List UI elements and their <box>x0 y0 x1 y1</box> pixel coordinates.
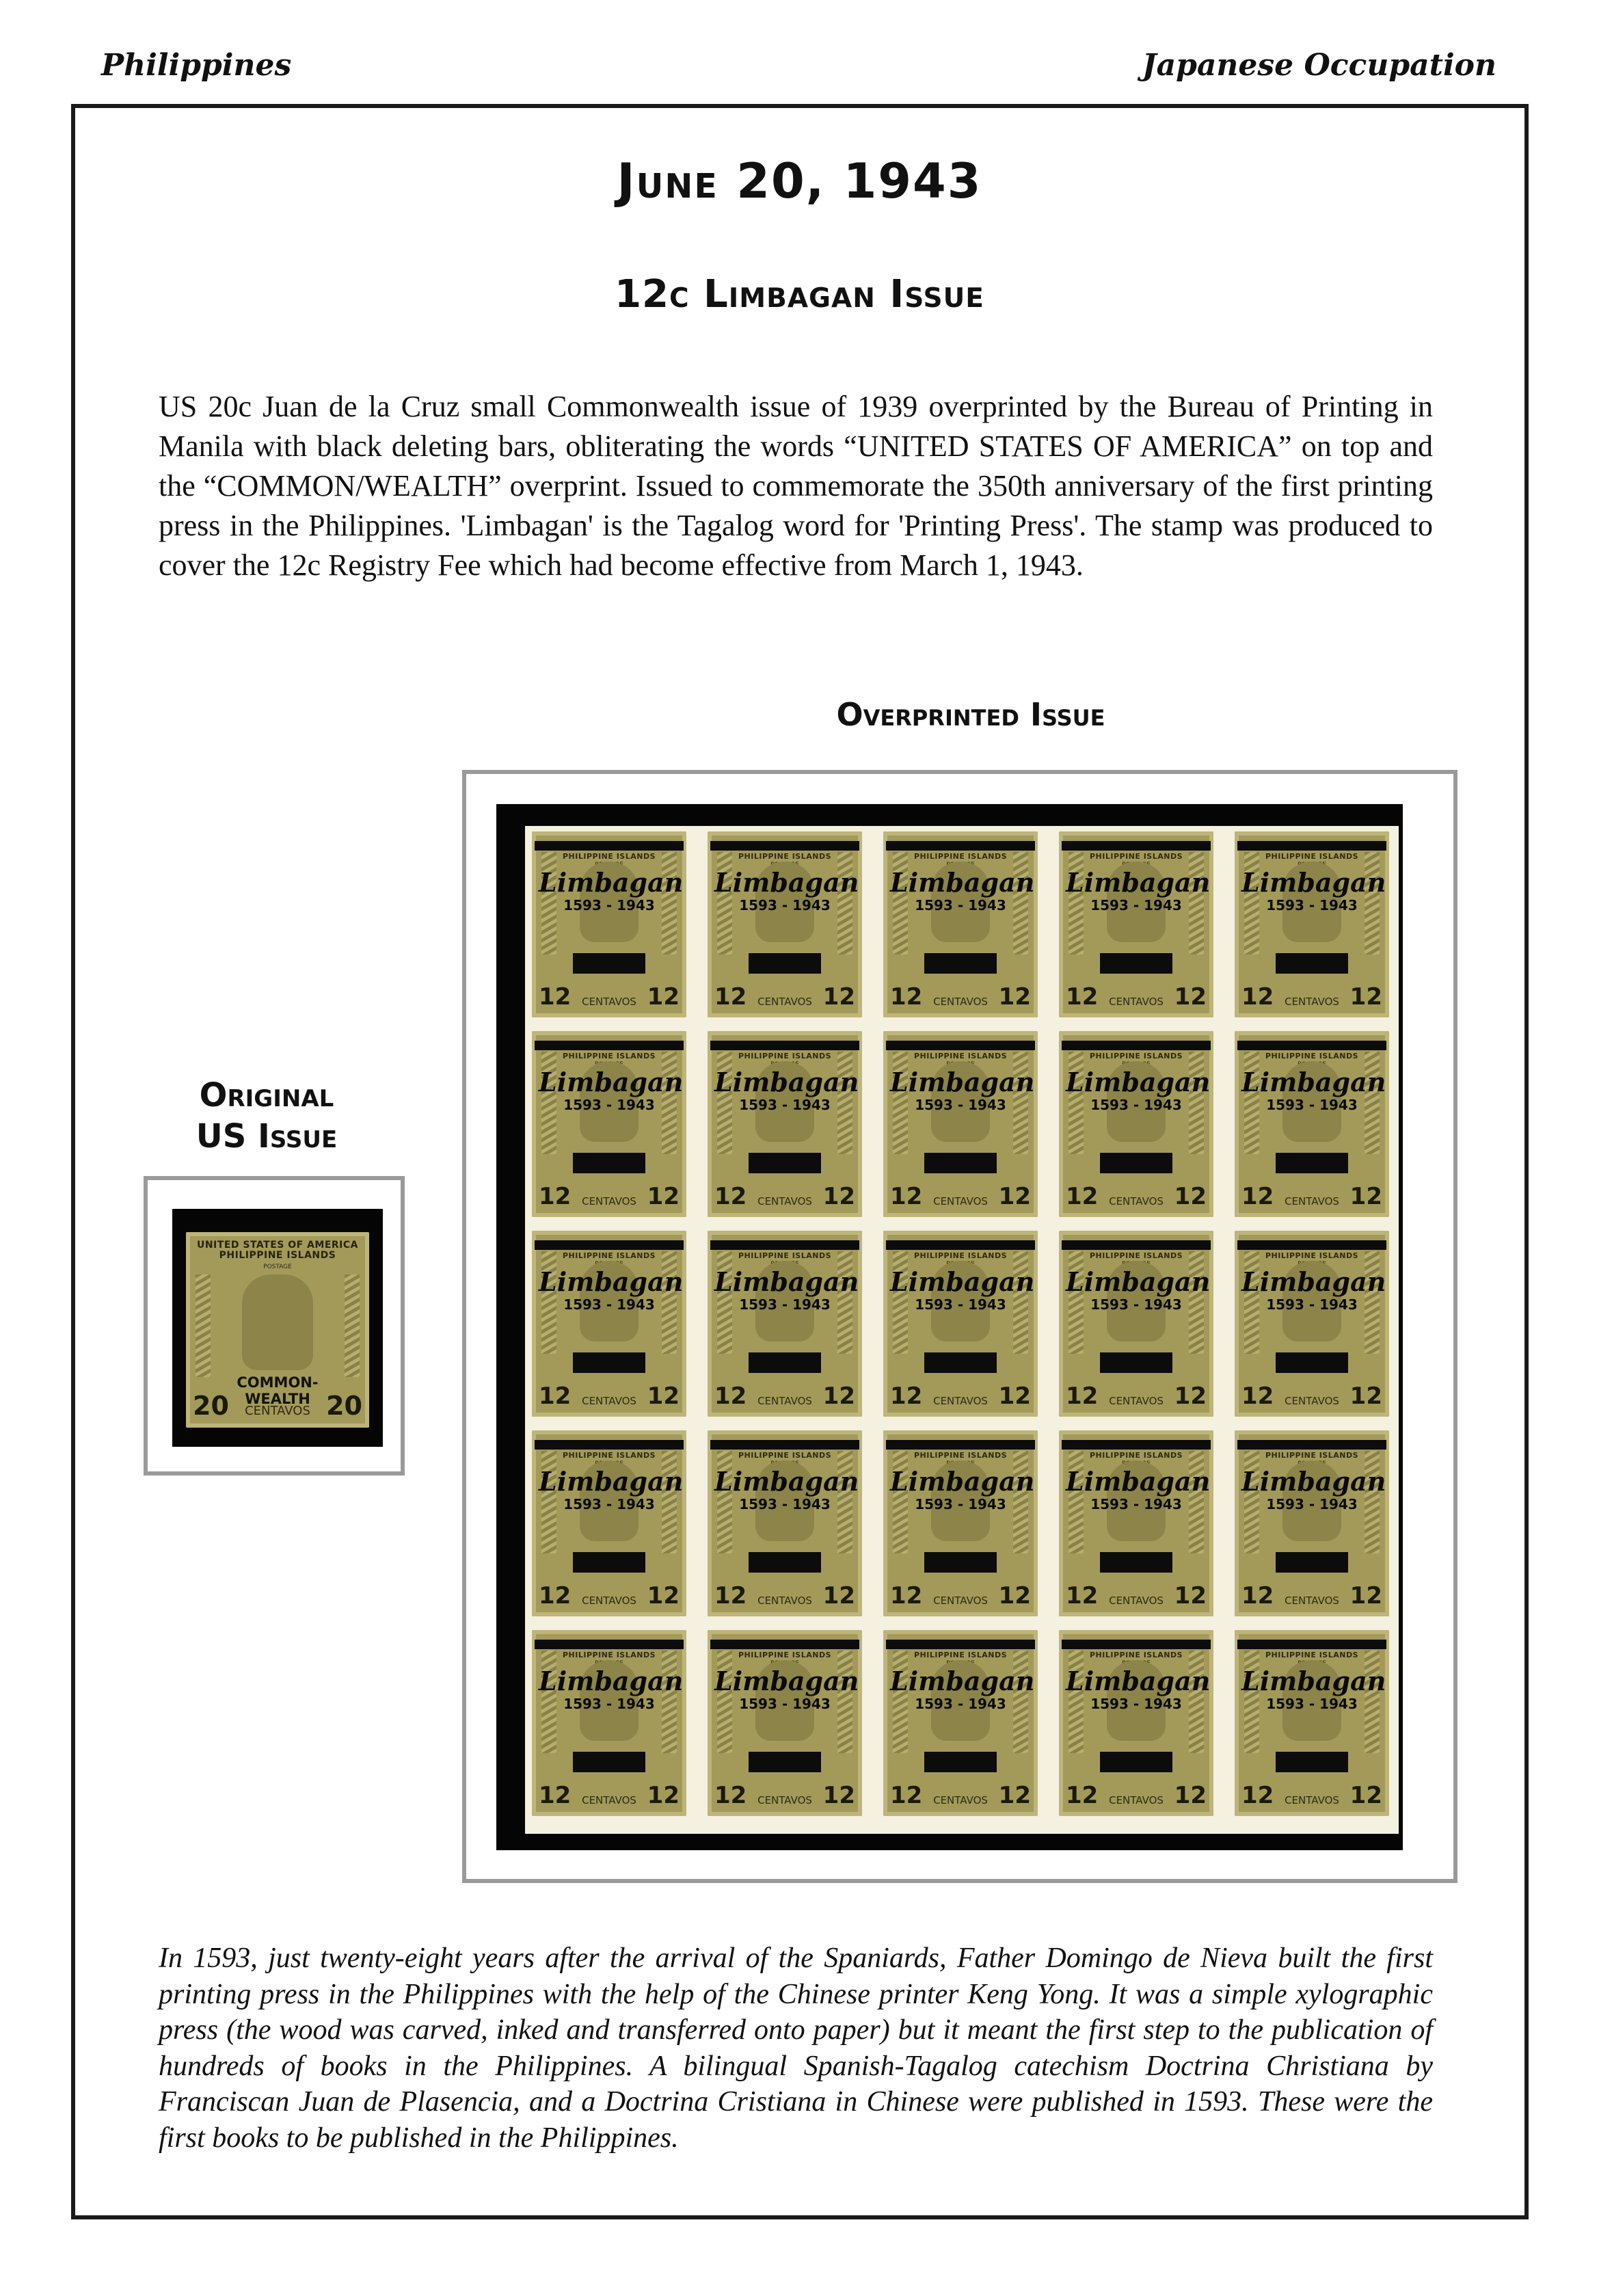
value-left: 12 <box>1066 983 1099 1011</box>
deleting-bar-top <box>1062 1240 1211 1250</box>
overprint-years: 1593 - 1943 <box>563 1496 655 1512</box>
overprint-years: 1593 - 1943 <box>1090 1496 1182 1512</box>
limbagan-stamp <box>883 1231 1038 1417</box>
currency-text: CENTAVOS <box>933 1594 988 1607</box>
overprint-years: 1593 - 1943 <box>739 1097 831 1113</box>
deleting-bar-top <box>1237 1440 1386 1450</box>
limbagan-stamp <box>883 1031 1038 1217</box>
value-left: 12 <box>890 1383 923 1410</box>
limbagan-stamp <box>708 1031 862 1217</box>
deleting-bar-commonwealth <box>749 1552 821 1573</box>
value-right: 12 <box>1349 1183 1382 1210</box>
deleting-bar-top <box>886 1041 1035 1050</box>
currency-text: CENTAVOS <box>1285 1794 1339 1806</box>
deleting-bar-commonwealth <box>573 1153 645 1173</box>
limbagan-overprint: Limbagan <box>1066 1067 1211 1097</box>
limbagan-overprint: Limbagan <box>1241 1466 1386 1497</box>
value-right: 12 <box>998 1782 1031 1809</box>
value-right: 12 <box>822 1383 855 1410</box>
deleting-bar-top <box>886 1440 1035 1450</box>
overprint-years: 1593 - 1943 <box>915 1496 1006 1512</box>
value-left: 12 <box>890 1582 923 1610</box>
deleting-bar-top <box>1237 1640 1386 1649</box>
limbagan-stamp <box>1235 1630 1389 1816</box>
deleting-bar-commonwealth <box>1100 1153 1172 1173</box>
value-right: 12 <box>822 983 855 1011</box>
country-text: PHILIPPINE ISLANDS <box>1265 1651 1359 1659</box>
limbagan-stamp <box>532 1231 686 1417</box>
country-text: PHILIPPINE ISLANDS <box>738 1451 832 1460</box>
value-left: 12 <box>539 1383 572 1410</box>
limbagan-overprint: Limbagan <box>1066 1666 1211 1696</box>
overprint-years: 1593 - 1943 <box>1266 1496 1358 1512</box>
country-text: PHILIPPINE ISLANDS <box>1265 1251 1359 1260</box>
overprint-years: 1593 - 1943 <box>915 897 1006 913</box>
country-text: PHILIPPINE ISLANDS <box>562 1451 656 1460</box>
deleting-bar-commonwealth <box>749 1352 821 1373</box>
deleting-bar-top <box>535 1240 684 1250</box>
country-text: PHILIPPINE ISLANDS <box>1089 1451 1183 1460</box>
deleting-bar-top <box>710 1240 859 1250</box>
value-left: 12 <box>890 983 923 1011</box>
country-text: PHILIPPINE ISLANDS <box>562 1052 656 1060</box>
country-text: PHILIPPINE ISLANDS <box>1089 1251 1183 1260</box>
country-text: PHILIPPINE ISLANDS <box>562 1251 656 1260</box>
original-postage-text: POSTAGE <box>263 1264 292 1270</box>
currency-text: CENTAVOS <box>1109 1395 1164 1407</box>
original-issue-heading <box>150 1075 383 1157</box>
limbagan-stamp <box>1059 1031 1213 1217</box>
overprint-years: 1593 - 1943 <box>739 1496 831 1512</box>
value-right: 12 <box>647 1782 680 1809</box>
currency-text: CENTAVOS <box>1285 1594 1339 1607</box>
country-text: PHILIPPINE ISLANDS <box>913 1651 1008 1659</box>
laurel-left <box>196 1274 211 1377</box>
overprint-years: 1593 - 1943 <box>1090 1097 1182 1113</box>
deleting-bar-top <box>535 841 684 851</box>
original-heading-line-2: US Issue <box>196 1117 338 1156</box>
currency-text: CENTAVOS <box>1109 1195 1164 1207</box>
country-text: PHILIPPINE ISLANDS <box>738 852 832 861</box>
value-right: 12 <box>998 1582 1031 1610</box>
country-text: PHILIPPINE ISLANDS <box>913 852 1008 861</box>
laurel-right <box>345 1274 360 1377</box>
overprint-years: 1593 - 1943 <box>1090 1296 1182 1313</box>
country-text: PHILIPPINE ISLANDS <box>1089 852 1183 861</box>
value-right: 12 <box>647 1383 680 1410</box>
limbagan-overprint: Limbagan <box>890 1466 1035 1497</box>
value-left: 12 <box>714 1782 747 1809</box>
deleting-bar-commonwealth <box>1100 953 1172 974</box>
limbagan-stamp <box>1059 1630 1213 1816</box>
limbagan-overprint: Limbagan <box>539 1666 684 1696</box>
country-text: PHILIPPINE ISLANDS <box>913 1451 1008 1460</box>
currency-text: CENTAVOS <box>933 996 988 1008</box>
original-stamp <box>186 1232 369 1428</box>
deleting-bar-top <box>1062 1640 1211 1649</box>
deleting-bar-commonwealth <box>1100 1752 1172 1772</box>
deleting-bar-top <box>1062 841 1211 851</box>
limbagan-overprint: Limbagan <box>539 867 684 898</box>
original-currency: CENTAVOS <box>245 1404 310 1418</box>
limbagan-stamp <box>532 1031 686 1217</box>
overprint-years: 1593 - 1943 <box>1266 897 1358 913</box>
value-right: 12 <box>1174 1383 1207 1410</box>
value-left: 12 <box>714 1383 747 1410</box>
currency-text: CENTAVOS <box>1109 1794 1164 1806</box>
limbagan-stamp <box>708 831 862 1017</box>
deleting-bar-commonwealth <box>924 1552 997 1573</box>
value-right: 12 <box>1174 983 1207 1011</box>
overprint-years: 1593 - 1943 <box>1266 1296 1358 1313</box>
country-text: PHILIPPINE ISLANDS <box>1089 1651 1183 1659</box>
limbagan-overprint: Limbagan <box>1066 867 1211 898</box>
original-value-right: 20 <box>326 1391 362 1421</box>
overprint-years: 1593 - 1943 <box>915 1696 1006 1712</box>
limbagan-stamp <box>1059 1430 1213 1616</box>
deleting-bar-commonwealth <box>1276 1153 1348 1173</box>
overprint-years: 1593 - 1943 <box>563 1296 655 1313</box>
value-left: 12 <box>714 1582 747 1610</box>
limbagan-stamp <box>1235 1430 1389 1616</box>
deleting-bar-top <box>1237 1041 1386 1050</box>
history-paragraph: In 1593, just twenty-eight years after the arrival of the Spaniards, Father Domingo de Nieva built the first printing press in the Philippines with the help of the Chinese printer Keng Yong. It was a simple xylographic press (the wood was carved, inked and transferred onto paper) but it meant the first step to the publication of hundreds of books in the Philippines. A bilingual Spanish-Tagalog catechism Doctrina Christiana by Franciscan Juan de Plasencia, and a Doctrina Cristiana in Chinese were published in 1593. These were the first books to be published in the Philippines. <box>159 1943 1433 2154</box>
issue-title: 12c Limbagan Issue <box>615 272 984 317</box>
limbagan-overprint: Limbagan <box>890 1067 1035 1097</box>
currency-text: CENTAVOS <box>933 1195 988 1207</box>
limbagan-overprint: Limbagan <box>1066 1466 1211 1497</box>
limbagan-overprint: Limbagan <box>1241 1266 1386 1297</box>
currency-text: CENTAVOS <box>582 1794 636 1806</box>
limbagan-overprint: Limbagan <box>714 1666 859 1696</box>
value-left: 12 <box>714 983 747 1011</box>
currency-text: CENTAVOS <box>757 1395 812 1407</box>
value-left: 12 <box>714 1183 747 1210</box>
deleting-bar-commonwealth <box>573 1552 645 1573</box>
value-right: 12 <box>1349 1582 1382 1610</box>
overprint-years: 1593 - 1943 <box>739 1696 831 1712</box>
deleting-bar-commonwealth <box>1100 1552 1172 1573</box>
limbagan-overprint: Limbagan <box>890 1666 1035 1696</box>
limbagan-stamp <box>532 1430 686 1616</box>
deleting-bar-commonwealth <box>1276 1752 1348 1772</box>
limbagan-overprint: Limbagan <box>1241 1666 1386 1696</box>
original-value-left: 20 <box>193 1391 229 1421</box>
value-left: 12 <box>890 1782 923 1809</box>
currency-text: CENTAVOS <box>1285 1195 1339 1207</box>
deleting-bar-top <box>710 1440 859 1450</box>
country-text: PHILIPPINE ISLANDS <box>562 852 656 861</box>
limbagan-overprint: Limbagan <box>539 1067 684 1097</box>
deleting-bar-commonwealth <box>573 1752 645 1772</box>
overprint-years: 1593 - 1943 <box>563 897 655 913</box>
limbagan-stamp <box>1235 1231 1389 1417</box>
overprint-years: 1593 - 1943 <box>563 1696 655 1712</box>
country-text: PHILIPPINE ISLANDS <box>1265 1052 1359 1060</box>
limbagan-overprint: Limbagan <box>714 1466 859 1497</box>
currency-text: CENTAVOS <box>757 1594 812 1607</box>
value-left: 12 <box>1066 1582 1099 1610</box>
limbagan-stamp <box>708 1231 862 1417</box>
value-left: 12 <box>539 983 572 1011</box>
value-right: 12 <box>647 983 680 1011</box>
country-text: PHILIPPINE ISLANDS <box>562 1651 656 1659</box>
limbagan-stamp <box>1235 831 1389 1017</box>
intro-paragraph: US 20c Juan de la Cruz small Commonwealth issue of 1939 overprinted by the Bureau of Printing in Manila with black deleting bars, obliterating the words “UNITED STATES OF AMERICA” on top and the “COMMON/WEALTH” overprint. Issued to commemorate the 350th anniversary of the first printing press in the Philippines. 'Limbagan' is the Tagalog word for 'Printing Press'. The stamp was produced to cover the 12c Registry Fee which had become effective from March 1, 1943. <box>159 390 1433 582</box>
limbagan-stamp <box>1059 831 1213 1017</box>
country-text: PHILIPPINE ISLANDS <box>1265 852 1359 861</box>
limbagan-stamp <box>708 1630 862 1816</box>
value-right: 12 <box>998 1383 1031 1410</box>
value-right: 12 <box>1349 1782 1382 1809</box>
deleting-bar-commonwealth <box>573 1352 645 1373</box>
deleting-bar-commonwealth <box>573 953 645 974</box>
value-left: 12 <box>1241 1183 1274 1210</box>
header-country: Philippines <box>101 48 292 83</box>
value-left: 12 <box>1241 1383 1274 1410</box>
limbagan-stamp <box>532 831 686 1017</box>
value-right: 12 <box>822 1582 855 1610</box>
limbagan-stamp <box>883 1430 1038 1616</box>
deleting-bar-top <box>535 1041 684 1050</box>
deleting-bar-commonwealth <box>1276 1552 1348 1573</box>
limbagan-overprint: Limbagan <box>890 1266 1035 1297</box>
value-right: 12 <box>1349 983 1382 1011</box>
deleting-bar-commonwealth <box>749 953 821 974</box>
currency-text: CENTAVOS <box>1109 996 1164 1008</box>
limbagan-overprint: Limbagan <box>1066 1266 1211 1297</box>
value-left: 12 <box>890 1183 923 1210</box>
deleting-bar-top <box>886 1640 1035 1649</box>
overprinted-issue-heading: Overprinted Issue <box>836 696 1105 733</box>
value-right: 12 <box>647 1582 680 1610</box>
value-left: 12 <box>1066 1383 1099 1410</box>
currency-text: CENTAVOS <box>933 1794 988 1806</box>
overprint-years: 1593 - 1943 <box>1266 1696 1358 1712</box>
value-right: 12 <box>647 1183 680 1210</box>
value-right: 12 <box>1174 1782 1207 1809</box>
deleting-bar-commonwealth <box>924 953 997 974</box>
value-left: 12 <box>539 1183 572 1210</box>
currency-text: CENTAVOS <box>1109 1594 1164 1607</box>
country-text: PHILIPPINE ISLANDS <box>738 1651 832 1659</box>
currency-text: CENTAVOS <box>757 1794 812 1806</box>
value-left: 12 <box>1241 983 1274 1011</box>
currency-text: CENTAVOS <box>933 1395 988 1407</box>
value-left: 12 <box>539 1782 572 1809</box>
country-text: PHILIPPINE ISLANDS <box>1089 1052 1183 1060</box>
deleting-bar-top <box>710 841 859 851</box>
value-right: 12 <box>998 1183 1031 1210</box>
deleting-bar-commonwealth <box>1276 1352 1348 1373</box>
deleting-bar-top <box>1062 1041 1211 1050</box>
currency-text: CENTAVOS <box>582 996 636 1008</box>
value-left: 12 <box>1066 1782 1099 1809</box>
country-text: PHILIPPINE ISLANDS <box>738 1251 832 1260</box>
header-section: Japanese Occupation <box>1142 48 1496 83</box>
currency-text: CENTAVOS <box>582 1594 636 1607</box>
original-heading-line-1: Original <box>199 1076 334 1114</box>
deleting-bar-commonwealth <box>924 1153 997 1173</box>
value-right: 12 <box>1349 1383 1382 1410</box>
deleting-bar-top <box>1237 841 1386 851</box>
value-right: 12 <box>1174 1183 1207 1210</box>
deleting-bar-commonwealth <box>1276 953 1348 974</box>
deleting-bar-top <box>710 1640 859 1649</box>
currency-text: CENTAVOS <box>757 996 812 1008</box>
overprint-years: 1593 - 1943 <box>1090 897 1182 913</box>
commonwealth-overprint: COMMON- WEALTH <box>237 1374 319 1407</box>
deleting-bar-top <box>535 1640 684 1649</box>
overprint-years: 1593 - 1943 <box>739 1296 831 1313</box>
currency-text: CENTAVOS <box>582 1395 636 1407</box>
currency-text: CENTAVOS <box>1285 1395 1339 1407</box>
value-left: 12 <box>1066 1183 1099 1210</box>
country-text: PHILIPPINE ISLANDS <box>913 1251 1008 1260</box>
limbagan-overprint: Limbagan <box>539 1466 684 1497</box>
overprint-years: 1593 - 1943 <box>563 1097 655 1113</box>
limbagan-stamp <box>532 1630 686 1816</box>
deleting-bar-commonwealth <box>749 1752 821 1772</box>
deleting-bar-commonwealth <box>1100 1352 1172 1373</box>
currency-text: CENTAVOS <box>582 1195 636 1207</box>
deleting-bar-commonwealth <box>924 1752 997 1772</box>
overprint-years: 1593 - 1943 <box>1266 1097 1358 1113</box>
currency-text: CENTAVOS <box>757 1195 812 1207</box>
limbagan-stamp <box>1235 1031 1389 1217</box>
limbagan-stamp <box>708 1430 862 1616</box>
limbagan-overprint: Limbagan <box>1241 1067 1386 1097</box>
issue-date: June 20, 1943 <box>617 153 982 209</box>
value-left: 12 <box>1241 1582 1274 1610</box>
deleting-bar-commonwealth <box>749 1153 821 1173</box>
limbagan-overprint: Limbagan <box>1241 867 1386 898</box>
limbagan-overprint: Limbagan <box>714 867 859 898</box>
value-right: 12 <box>822 1183 855 1210</box>
country-text: PHILIPPINE ISLANDS <box>913 1052 1008 1060</box>
deleting-bar-top <box>710 1041 859 1050</box>
value-right: 12 <box>998 983 1031 1011</box>
deleting-bar-top <box>886 1240 1035 1250</box>
value-left: 12 <box>1241 1782 1274 1809</box>
original-country-text: UNITED STATES OF AMERICA PHILIPPINE ISLANDS <box>196 1240 359 1261</box>
currency-text: CENTAVOS <box>1285 996 1339 1008</box>
overprint-years: 1593 - 1943 <box>915 1296 1006 1313</box>
country-text: PHILIPPINE ISLANDS <box>1265 1451 1359 1460</box>
deleting-bar-commonwealth <box>924 1352 997 1373</box>
deleting-bar-top <box>1237 1240 1386 1250</box>
overprint-years: 1593 - 1943 <box>1090 1696 1182 1712</box>
limbagan-overprint: Limbagan <box>714 1067 859 1097</box>
overprint-years: 1593 - 1943 <box>915 1097 1006 1113</box>
juan-de-la-cruz-portrait <box>242 1274 313 1370</box>
value-right: 12 <box>1174 1582 1207 1610</box>
deleting-bar-top <box>535 1440 684 1450</box>
limbagan-stamp <box>883 1630 1038 1816</box>
value-left: 12 <box>539 1582 572 1610</box>
deleting-bar-top <box>886 841 1035 851</box>
limbagan-stamp <box>1059 1231 1213 1417</box>
limbagan-overprint: Limbagan <box>714 1266 859 1297</box>
limbagan-overprint: Limbagan <box>539 1266 684 1297</box>
limbagan-overprint: Limbagan <box>890 867 1035 898</box>
deleting-bar-top <box>1062 1440 1211 1450</box>
value-right: 12 <box>822 1782 855 1809</box>
country-text: PHILIPPINE ISLANDS <box>738 1052 832 1060</box>
overprint-years: 1593 - 1943 <box>739 897 831 913</box>
limbagan-stamp <box>883 831 1038 1017</box>
